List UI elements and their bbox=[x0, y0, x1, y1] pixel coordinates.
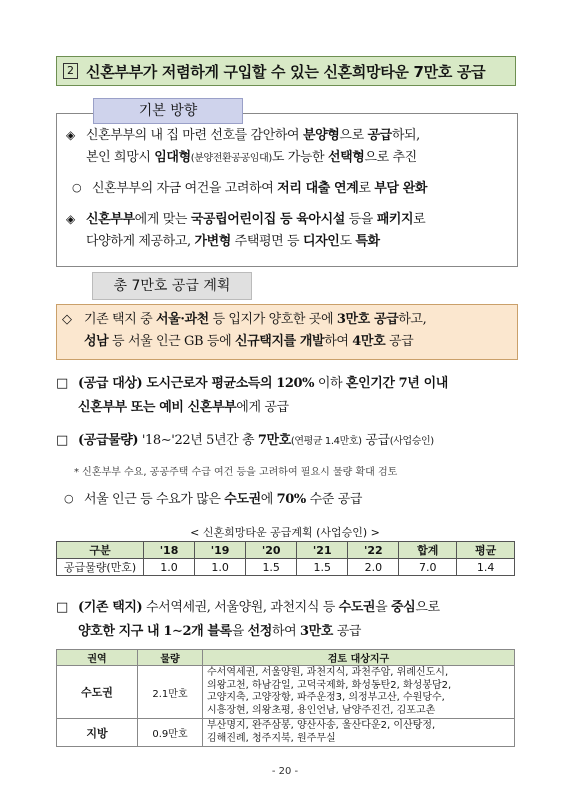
table-cell: 7.0 bbox=[399, 559, 457, 576]
district-line: 고양지축, 고양장항, 파주운정3, 의정부고산, 수원당수, bbox=[207, 692, 445, 703]
direction-bullet2-line2 bbox=[86, 233, 380, 251]
circle-bullet-icon: ○ bbox=[72, 181, 82, 194]
table-header-cell: 물량 bbox=[138, 650, 203, 666]
text-run: 에게 공급 bbox=[236, 400, 289, 415]
table-header-cell: 구분 bbox=[57, 542, 144, 559]
direction-sub1 bbox=[92, 180, 427, 198]
volume-note: * 신혼부부 수요, 공공주택 수급 여건 등을 고려하여 필요시 물량 확대 검토 bbox=[74, 467, 398, 478]
text-run: 4만호 bbox=[352, 334, 386, 349]
district-cell bbox=[203, 719, 515, 747]
table-header-cell: 검토 대상지구 bbox=[203, 650, 515, 666]
text-run: 등 입지가 양호한 곳에 bbox=[208, 312, 337, 327]
text-run: 으로 bbox=[339, 128, 368, 143]
text-run: 을 bbox=[375, 600, 391, 615]
text-run: 70% bbox=[276, 492, 306, 507]
text-run: 국공립어린이집 등 육아시설 bbox=[190, 212, 345, 227]
table-header-cell: 평균 bbox=[457, 542, 515, 559]
text-run: 에 bbox=[260, 492, 277, 507]
text-run: 저리 대출 연계 bbox=[277, 181, 359, 196]
volume-line bbox=[78, 432, 434, 451]
section-number: 2 bbox=[63, 63, 78, 79]
text-run: 에게 맞는 bbox=[134, 212, 191, 227]
region-cell: 수도권 bbox=[57, 666, 138, 719]
text-run: 을 bbox=[231, 624, 248, 639]
text-run: 수준 공급 bbox=[305, 492, 362, 507]
table-header-cell: '20 bbox=[246, 542, 297, 559]
text-run: 성남 bbox=[84, 334, 109, 349]
text-run: 도 가능한 bbox=[271, 150, 328, 165]
plan-line1 bbox=[84, 311, 426, 329]
text-run: 공급 bbox=[332, 624, 362, 639]
text-run: 주택평면 등 bbox=[230, 234, 303, 249]
table-header-row bbox=[57, 650, 515, 666]
table-header-cell: '22 bbox=[348, 542, 399, 559]
table-cell: 1.0 bbox=[195, 559, 246, 576]
text-run: 부담 완화 bbox=[374, 181, 428, 196]
checkbox-square-icon: □ bbox=[56, 376, 69, 391]
text-run: 분양형 bbox=[302, 128, 340, 143]
text-run: 이하 bbox=[314, 376, 346, 391]
text-run: 중심 bbox=[390, 600, 416, 615]
table-cell: 1.5 bbox=[246, 559, 297, 576]
section-title: 신혼부부가 저렴하게 구입할 수 있는 신혼희망타운 7만호 공급 bbox=[86, 62, 486, 81]
direction-bullet1-line1 bbox=[86, 127, 420, 145]
district-cell bbox=[203, 666, 515, 719]
text-run: 3만호 공급 bbox=[336, 312, 399, 327]
text-run: 공급 bbox=[361, 433, 390, 448]
table-row bbox=[57, 719, 515, 747]
text-run: 양호한 지구 내 1∼2개 블록 bbox=[78, 624, 232, 639]
text-run: 공급 bbox=[385, 334, 414, 349]
district-line: 김해진례, 청주지북, 원주무실 bbox=[207, 732, 336, 744]
text-run: 하고, bbox=[398, 312, 427, 327]
volume-sub bbox=[84, 491, 362, 509]
table-cell: 2.0 bbox=[348, 559, 399, 576]
text-run: 하되, bbox=[391, 128, 420, 143]
table-header-cell: '19 bbox=[195, 542, 246, 559]
table-header-cell: '18 bbox=[144, 542, 195, 559]
text-run: 하여 bbox=[271, 624, 300, 639]
text-run: 으로 bbox=[415, 600, 440, 615]
region-cell: 지방 bbox=[57, 719, 138, 747]
target-line2 bbox=[78, 399, 289, 417]
direction-tab: 기본 방향 bbox=[93, 98, 243, 124]
text-run: 수도권 bbox=[338, 600, 376, 615]
district-line: 의왕고천, 하남감일, 고덕국제화, 화성동탄2, 화성봉담2, bbox=[207, 679, 452, 691]
text-run: 도 bbox=[339, 234, 356, 249]
text-run: 다양하게 제공하고, bbox=[86, 234, 195, 249]
table-header-cell: 합계 bbox=[399, 542, 457, 559]
diamond-outline-icon: ◇ bbox=[62, 312, 72, 327]
amount-cell: 2.1만호 bbox=[138, 666, 203, 719]
text-run: 패키지 bbox=[376, 212, 414, 227]
text-run: 혼인기간 7년 이내 bbox=[345, 376, 448, 391]
text-run: 신규택지를 개발 bbox=[234, 334, 325, 349]
table-cell: 1.5 bbox=[297, 559, 348, 576]
text-run: 선택형 bbox=[327, 150, 365, 165]
diamond-bullet-icon: ◈ bbox=[66, 212, 76, 226]
text-run: (공급 대상) 도시근로자 bbox=[78, 376, 212, 391]
text-run: '18∼'22년 5년간 총 bbox=[138, 433, 258, 448]
text-run: 서울 인근 등 수요가 많은 bbox=[84, 492, 225, 507]
text-run: 7만호 bbox=[257, 433, 291, 448]
existing-line1 bbox=[78, 599, 440, 617]
text-run: 본인 희망시 bbox=[86, 150, 155, 165]
table-row bbox=[57, 559, 515, 576]
district-line: 수서역세권, 서울양원, 과천지식, 과천주암, 위례신도시, bbox=[207, 667, 449, 678]
table1-caption: < 신혼희망타운 공급계획 (사업승인) > bbox=[190, 526, 380, 539]
table-header-cell: 권역 bbox=[57, 650, 138, 666]
text-run: (분양전환공공임대) bbox=[190, 153, 272, 164]
direction-bullet2-line1 bbox=[86, 211, 425, 229]
text-run: (사업승인) bbox=[389, 436, 434, 447]
amount-cell: 0.9만호 bbox=[138, 719, 203, 747]
plan-tab: 총 7만호 공급 계획 bbox=[92, 272, 252, 300]
plan-line2 bbox=[84, 333, 413, 351]
text-run: 디자인 bbox=[302, 234, 340, 249]
existing-line2 bbox=[78, 623, 361, 641]
table-cell: 1.0 bbox=[144, 559, 195, 576]
text-run: 선정 bbox=[247, 624, 272, 639]
text-run: 서울·과천 bbox=[156, 312, 209, 327]
text-run: 수서역세권, 서울양원, 과천지식 등 bbox=[142, 600, 339, 615]
text-run: 3만호 bbox=[300, 624, 333, 639]
text-run: 신혼부부 bbox=[86, 212, 135, 227]
text-run: 기존 택지 중 bbox=[84, 312, 156, 327]
page-number: - 20 - bbox=[271, 766, 299, 777]
text-run: 로 bbox=[358, 181, 375, 196]
text-run: 가변형 bbox=[194, 234, 231, 249]
district-line: 시흥장현, 의왕초평, 용인언남, 남양주진건, 김포고촌 bbox=[207, 704, 436, 716]
text-run: 신혼부부의 자금 여건을 고려하여 bbox=[92, 181, 278, 196]
diamond-bullet-icon: ◈ bbox=[66, 128, 76, 142]
table-header-cell: '21 bbox=[297, 542, 348, 559]
text-run: 신혼부부 또는 예비 신혼부부 bbox=[78, 400, 237, 415]
text-run: 평균소득의 120% bbox=[211, 376, 315, 391]
section-header bbox=[56, 56, 516, 86]
table-row bbox=[57, 666, 515, 719]
text-run: 수도권 bbox=[224, 492, 261, 507]
supply-plan-table bbox=[56, 541, 515, 576]
text-run: 하여 bbox=[324, 334, 353, 349]
candidate-district-table bbox=[56, 649, 515, 747]
checkbox-square-icon: □ bbox=[56, 433, 69, 448]
checkbox-square-icon: □ bbox=[56, 600, 69, 615]
table-cell: 1.4 bbox=[457, 559, 515, 576]
text-run: 등 서울 인근 GB 등에 bbox=[108, 334, 235, 349]
text-run: 신혼부부의 내 집 마련 선호를 감안하여 bbox=[86, 128, 303, 143]
text-run: 임대형 bbox=[154, 150, 191, 165]
text-run: (기존 택지) bbox=[78, 600, 143, 615]
target-line1 bbox=[78, 375, 448, 393]
text-run: 공급 bbox=[367, 128, 392, 143]
direction-bullet1-line2 bbox=[86, 149, 417, 168]
text-run: 특화 bbox=[355, 234, 380, 249]
text-run: 등을 bbox=[344, 212, 377, 227]
text-run: 으로 추진 bbox=[364, 150, 417, 165]
table-header-row bbox=[57, 542, 515, 559]
text-run: (공급물량) bbox=[78, 433, 139, 448]
text-run: 로 bbox=[413, 212, 426, 227]
district-line: 부산명지, 완주삼봉, 양산사송, 울산다운2, 이산탕정, bbox=[207, 720, 436, 731]
circle-bullet-icon: ○ bbox=[64, 492, 74, 505]
text-run: (연평균 1.4만호) bbox=[290, 436, 362, 447]
table-cell: 공급물량(만호) bbox=[57, 559, 144, 576]
